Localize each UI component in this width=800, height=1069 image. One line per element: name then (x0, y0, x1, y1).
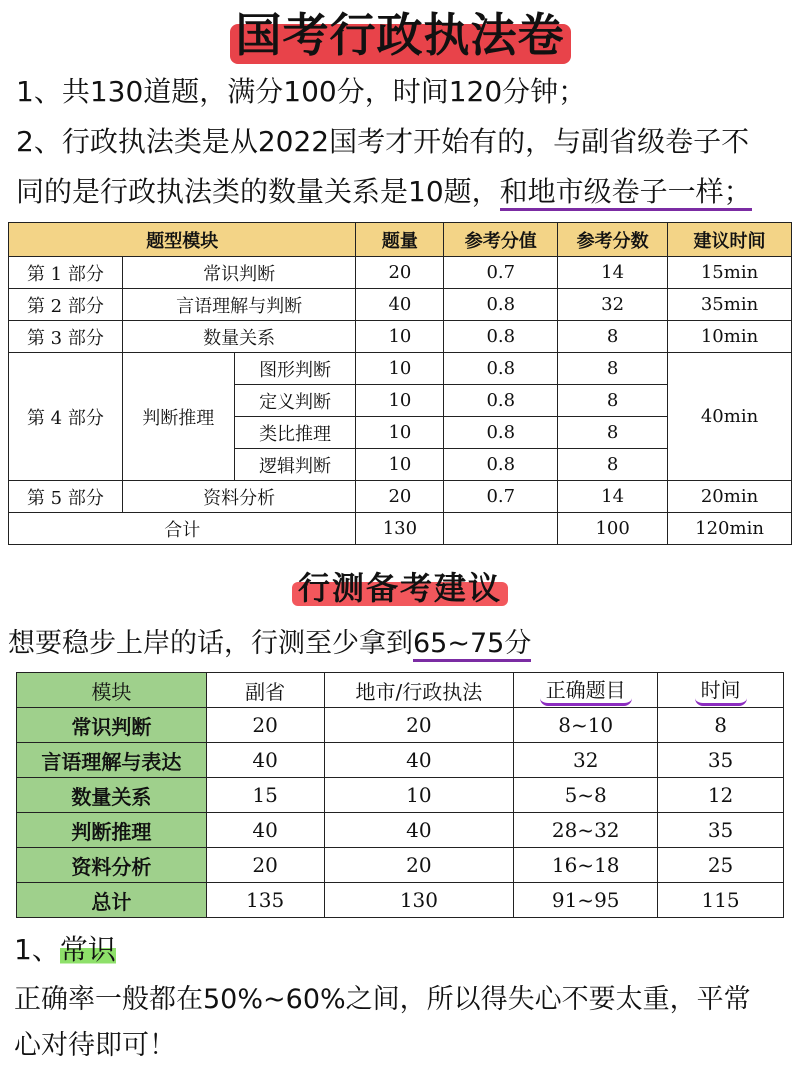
table-row (9, 321, 792, 353)
module-cell: 常识判断 (17, 708, 207, 743)
table-row (9, 481, 792, 513)
header-module: 题型模块 (9, 223, 356, 257)
table-row (9, 353, 792, 385)
score-cell: 14 (558, 481, 668, 513)
section-subtitle: 行测备考建议 (298, 566, 502, 610)
score-cell: 8 (558, 417, 668, 449)
fusheng-cell: 40 (206, 743, 324, 778)
table-row (17, 743, 784, 778)
submodule-cell: 定义判断 (234, 385, 356, 417)
dishi-cell: 10 (324, 778, 514, 813)
time-cell: 12 (658, 778, 784, 813)
intro-line-3-highlight: 和地市级卷子一样； (500, 175, 752, 211)
advice-target: 65~75分 (413, 628, 531, 662)
time-cell: 115 (658, 883, 784, 918)
count-cell: 40 (356, 289, 444, 321)
time-cell: 35 (658, 743, 784, 778)
submodule-cell: 图形判断 (234, 353, 356, 385)
table-row (17, 848, 784, 883)
time-cell: 120min (668, 513, 792, 545)
value-cell: 0.8 (444, 417, 558, 449)
part-cell: 第 2 部分 (9, 289, 123, 321)
intro-line-1: 1、共130道题，满分100分，时间120分钟； (16, 75, 587, 108)
module-cell: 资料分析 (17, 848, 207, 883)
count-cell: 10 (356, 353, 444, 385)
score-advice-table (16, 672, 784, 918)
time-cell: 10min (668, 321, 792, 353)
part-cell: 第 4 部分 (9, 353, 123, 481)
page-title: 国考行政执法卷 (236, 4, 565, 66)
header-fusheng: 副省 (206, 673, 324, 708)
score-cell: 14 (558, 257, 668, 289)
correct-cell: 8~10 (514, 708, 658, 743)
header-time (658, 673, 784, 708)
module-cell: 言语理解与判断 (122, 289, 356, 321)
header-correct-label: 正确题目 (540, 674, 632, 706)
table-row (9, 257, 792, 289)
table-total-row (9, 513, 792, 545)
module-cell: 数量关系 (17, 778, 207, 813)
table-row (17, 813, 784, 848)
time-cell: 40min (668, 353, 792, 481)
score-cell: 100 (558, 513, 668, 545)
dishi-cell: 20 (324, 848, 514, 883)
value-cell: 0.8 (444, 385, 558, 417)
value-cell: 0.8 (444, 449, 558, 481)
dishi-cell: 40 (324, 743, 514, 778)
table-header-row (9, 223, 792, 257)
value-cell: 0.7 (444, 257, 558, 289)
intro-line-3 (16, 172, 752, 212)
value-cell: 0.8 (444, 321, 558, 353)
page-title-wrap (0, 4, 800, 66)
count-cell: 10 (356, 321, 444, 353)
header-score: 参考分数 (558, 223, 668, 257)
exam-structure-table (8, 222, 792, 545)
submodule-cell: 逻辑判断 (234, 449, 356, 481)
section-subtitle-wrap (0, 566, 800, 610)
module-cell: 数量关系 (122, 321, 356, 353)
header-dishi: 地市/行政执法 (324, 673, 514, 708)
submodule-cell: 类比推理 (234, 417, 356, 449)
score-cell: 8 (558, 449, 668, 481)
header-time: 建议时间 (668, 223, 792, 257)
table-header-row (17, 673, 784, 708)
header-value: 参考分值 (444, 223, 558, 257)
module-cell: 言语理解与表达 (17, 743, 207, 778)
advice-prefix: 想要稳步上岸的话，行测至少拿到 (8, 628, 413, 659)
count-cell: 10 (356, 449, 444, 481)
table-row (17, 778, 784, 813)
total-label-cell: 合计 (9, 513, 356, 545)
correct-cell: 28~32 (514, 813, 658, 848)
score-cell: 32 (558, 289, 668, 321)
table-row (9, 289, 792, 321)
note-line-1: 正确率一般都在50%~60%之间，所以得失心不要太重，平常 (14, 984, 751, 1015)
time-cell: 8 (658, 708, 784, 743)
value-cell: 0.8 (444, 353, 558, 385)
header-module: 模块 (17, 673, 207, 708)
table-row (17, 708, 784, 743)
count-cell: 20 (356, 257, 444, 289)
fusheng-cell: 20 (206, 848, 324, 883)
table-total-row (17, 883, 784, 918)
dishi-cell: 130 (324, 883, 514, 918)
dishi-cell: 20 (324, 708, 514, 743)
section-1-label: 常识 (59, 933, 116, 966)
time-cell: 25 (658, 848, 784, 883)
count-cell: 130 (356, 513, 444, 545)
advice-line (8, 624, 531, 664)
correct-cell: 91~95 (514, 883, 658, 918)
value-cell (444, 513, 558, 545)
score-cell: 8 (558, 353, 668, 385)
fusheng-cell: 15 (206, 778, 324, 813)
fusheng-cell: 20 (206, 708, 324, 743)
part-cell: 第 1 部分 (9, 257, 123, 289)
time-cell: 15min (668, 257, 792, 289)
module-cell: 资料分析 (122, 481, 356, 513)
header-time-label: 时间 (695, 674, 747, 706)
header-correct (514, 673, 658, 708)
note-line-2: 心对待即可！ (14, 1030, 176, 1061)
score-cell: 8 (558, 385, 668, 417)
part-cell: 第 3 部分 (9, 321, 123, 353)
fusheng-cell: 40 (206, 813, 324, 848)
count-cell: 20 (356, 481, 444, 513)
intro-line-3-a: 同的是行政执法类的数量关系是10题， (16, 175, 500, 208)
value-cell: 0.8 (444, 289, 558, 321)
time-cell: 20min (668, 481, 792, 513)
correct-cell: 5~8 (514, 778, 658, 813)
count-cell: 10 (356, 417, 444, 449)
module-cell: 常识判断 (122, 257, 356, 289)
value-cell: 0.7 (444, 481, 558, 513)
dishi-cell: 40 (324, 813, 514, 848)
score-cell: 8 (558, 321, 668, 353)
intro-line-2: 2、行政执法类是从2022国考才开始有的，与副省级卷子不 (16, 125, 750, 158)
time-cell: 35min (668, 289, 792, 321)
module-cell: 总计 (17, 883, 207, 918)
time-cell: 35 (658, 813, 784, 848)
module-cell: 判断推理 (17, 813, 207, 848)
correct-cell: 16~18 (514, 848, 658, 883)
section-1-heading (14, 930, 116, 970)
fusheng-cell: 135 (206, 883, 324, 918)
module-cell: 判断推理 (122, 353, 234, 481)
part-cell: 第 5 部分 (9, 481, 123, 513)
correct-cell: 32 (514, 743, 658, 778)
section-1-number: 1、 (14, 933, 60, 966)
count-cell: 10 (356, 385, 444, 417)
header-count: 题量 (356, 223, 444, 257)
